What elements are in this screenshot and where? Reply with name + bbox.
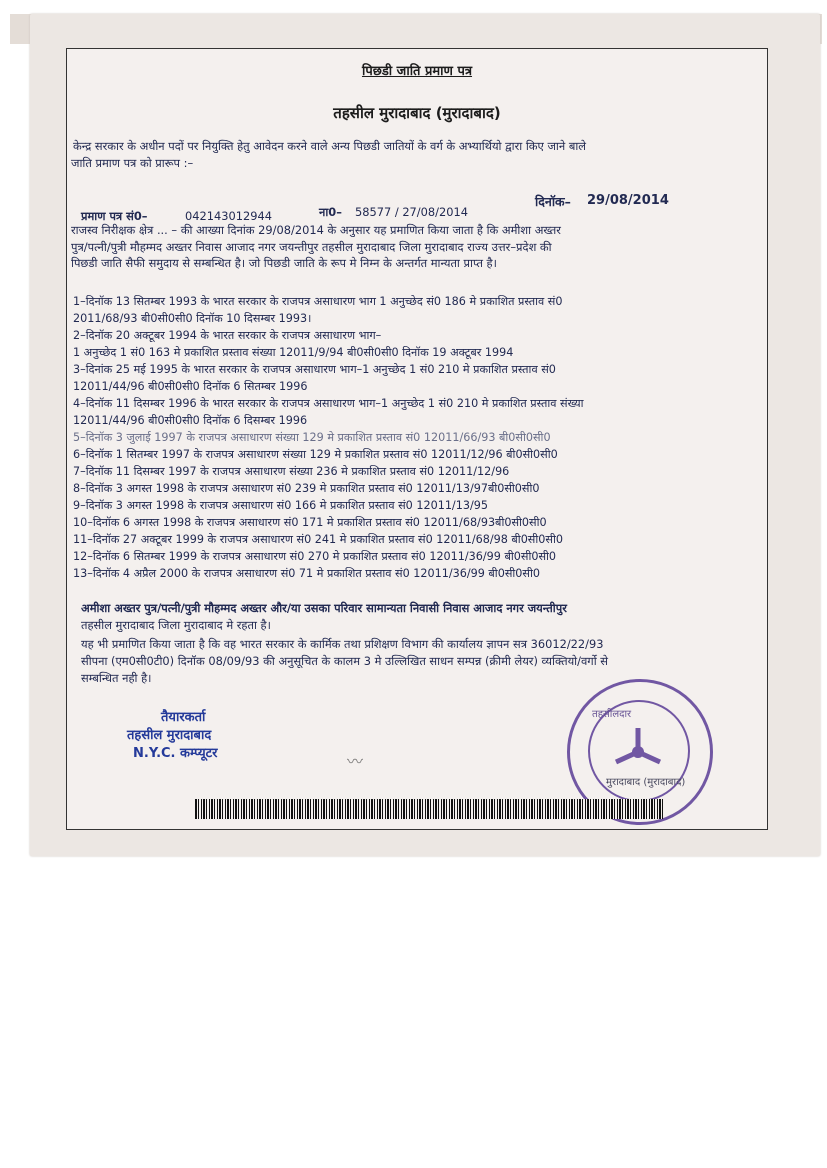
residence-line-1: अमीशा अख्तर पुत्र/पत्नी/पुत्री मौहम्मद अख्तर और/या उसका परिवार सामान्यता निवासी निवास आजाद नगर जयन्तीपुर: [81, 601, 567, 615]
seal-label-middle: मुरादाबाद (मुरादाबाद): [606, 777, 686, 788]
list-item: 12011/44/96 बी0सी0सी0 दिनॉक 6 दिसम्बर 1996: [73, 414, 308, 427]
reference-label: ना0–: [319, 205, 342, 219]
preparer-unit: N.Y.C. कम्प्यूटर: [133, 746, 218, 761]
residence-line-2: तहसील मुरादाबाद जिला मुरादाबाद मे रहता है।: [81, 618, 271, 632]
reference-number: 58577 / 27/08/2014: [355, 205, 468, 219]
list-item: 1–दिनॉक 13 सितम्बर 1993 के भारत सरकार के राजपत्र असाधारण भाग 1 अनुच्छेद सं0 186 मे प्रकाशित प्रस्ताव सं0: [73, 295, 563, 308]
certificate-date: 29/08/2014: [587, 193, 669, 208]
pen-mark: 〰: [347, 752, 364, 771]
certificate-number-label: प्रमाण पत्र सं0–: [81, 209, 148, 223]
list-item: 9–दिनॉक 3 अगस्त 1998 के राजपत्र असाधारण सं0 166 मे प्रकाशित प्रस्ताव सं0 12011/13/95: [73, 499, 488, 512]
creamy-layer-line-2: सीपना (एम0सी0टी0) दिनॉक 08/09/93 की अनुसूचित के कालम 3 मे उल्लिखित साधन सम्पन्न (क्रीमी लेयर) व्यक्तियो/वर्गो से: [81, 654, 608, 668]
list-item: 12011/44/96 बी0सी0सी0 दिनॉक 6 सितम्बर 1996: [73, 380, 308, 393]
ashoka-wheel-icon: [608, 722, 668, 782]
list-item: 1 अनुच्छेद 1 सं0 163 मे प्रकाशित प्रस्ताव संख्या 12011/9/94 बी0सी0सी0 दिनॉक 19 अक्टूबर 1994: [73, 346, 514, 359]
body-line-2: पुत्र/पत्नी/पुत्री मौहम्मद अख्तर निवास आजाद नगर जयन्तीपुर तहसील मुरादाबाद जिला मुरादाबाद राज्य उत्तर–प्रदेश की: [71, 240, 552, 254]
document-title: पिछडी जाति प्रमाण पत्र: [361, 64, 473, 79]
creamy-layer-line-3: सम्बन्धित नही है।: [81, 671, 152, 685]
seal-label-top: तहसीलदार: [592, 709, 632, 720]
body-line-3: पिछडी जाति सैफी समुदाय से सम्बन्धित है। जो पिछडी जाति के रूप मे निम्न के अन्तर्गत मान्यता प्राप्त है।: [71, 256, 497, 270]
certificate-number: 042143012944: [185, 209, 272, 223]
list-item: 13–दिनॉक 4 अप्रैल 2000 के राजपत्र असाधारण सं0 71 मे प्रकाशित प्रस्ताव सं0 12011/36/99 बी0सी0सी0: [73, 567, 540, 580]
list-item: 3–दिनांक 25 मई 1995 के भारत सरकार के राजपत्र असाधारण भाग–1 अनुच्छेद 1 सं0 210 मे प्रकाशित प्रस्ताव सं0: [73, 363, 556, 376]
intro-line-1: केन्द्र सरकार के अधीन पदों पर नियुक्ति हेतु आवेदन करने वाले अन्य पिछडी जातियों के वर्ग के अभ्यार्थियो द्वारा किए जाने बाले: [73, 139, 586, 153]
list-item: 2–दिनॉक 20 अक्टूबर 1994 के भारत सरकार के राजपत्र असाधारण भाग–: [73, 329, 382, 342]
list-item: 11–दिनॉक 27 अक्टूबर 1999 के राजपत्र असाधारण सं0 241 मे प्रकाशित प्रस्ताव सं0 12011/68/98 बी0सी0सी0: [73, 533, 563, 546]
creamy-layer-line-1: यह भी प्रमाणित किया जाता है कि वह भारत सरकार के कार्मिक तथा प्रशिक्षण विभाग की कार्यालय ज्ञापन सत्र 36012/22/93: [81, 637, 604, 651]
list-item: 8–दिनॉक 3 अगस्त 1998 के राजपत्र असाधारण सं0 239 मे प्रकाशित प्रस्ताव सं0 12011/13/97बी0सी0सी0: [73, 482, 540, 495]
preparer-stamp: [127, 709, 217, 763]
list-item: 6–दिनॉक 1 सितम्बर 1997 के राजपत्र असाधारण संख्या 129 मे प्रकाशित प्रस्ताव सं0 12011/12/96 बी0सी0सी0: [73, 448, 558, 461]
list-item: 7–दिनॉक 11 दिसम्बर 1997 के राजपत्र असाधारण संख्या 236 मे प्रकाशित प्रस्ताव सं0 12011/12/96: [73, 465, 510, 478]
intro-line-2: जाति प्रमाण पत्र को प्रारूप :–: [71, 156, 194, 170]
list-item: 12–दिनॉक 6 सितम्बर 1999 के राजपत्र असाधारण सं0 270 मे प्रकाशित प्रस्ताव सं0 12011/36/99 बी0सी0सी0: [73, 550, 557, 563]
office-name: तहसील मुरादाबाद (मुरादाबाद): [333, 104, 501, 122]
body-line-1: राजस्व निरीक्षक क्षेत्र ... – की आख्या दिनांक 29/08/2014 के अनुसार यह प्रमाणित किया जाता है कि अमीशा अख्तर: [71, 223, 561, 237]
list-item: 10–दिनॉक 6 अगस्त 1998 के राजपत्र असाधारण सं0 171 मे प्रकाशित प्रस्ताव सं0 12011/68/93बी0सी0सी0: [73, 516, 547, 529]
list-item: 2011/68/93 बी0सी0सी0 दिनॉक 10 दिसम्बर 1993।: [73, 312, 312, 325]
list-item: 4–दिनॉक 11 दिसम्बर 1996 के भारत सरकार के राजपत्र असाधारण भाग–1 अनुच्छेद 1 सं0 210 मे प्रकाशित प्रस्ताव संख्या: [73, 397, 584, 410]
preparer-office: तहसील मुरादाबाद: [127, 728, 212, 743]
barcode: [195, 799, 663, 819]
list-item: 5–दिनॉक 3 जुलाई 1997 के राजपत्र असाधारण संख्या 129 मे प्रकाशित प्रस्ताव सं0 12011/66/93 बी0सी0सी0: [73, 431, 551, 444]
certificate-sheet: [66, 48, 768, 830]
preparer-title: तैयारकर्ता: [161, 710, 206, 725]
date-label: दिनॉक–: [535, 194, 571, 209]
